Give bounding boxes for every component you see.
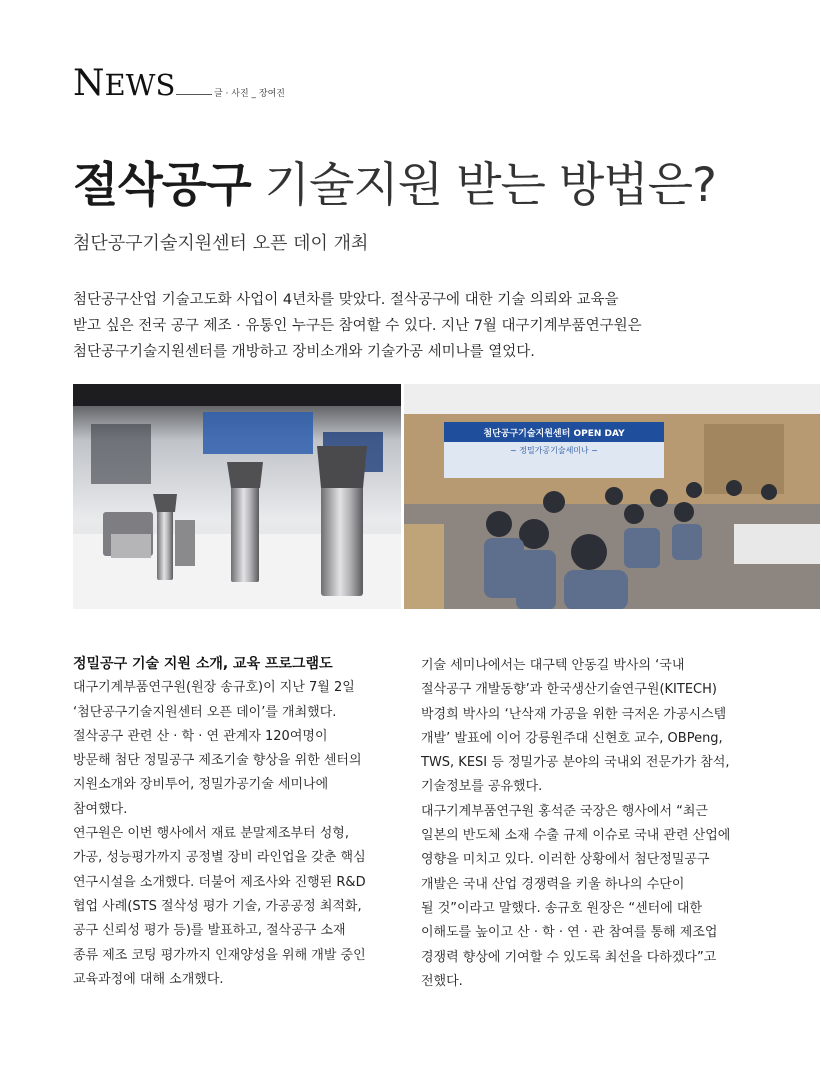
body-line: 절삭공구 개발동향’과 한국생산기술연구원(KITECH)	[421, 682, 717, 698]
news-rest: EWS	[104, 68, 176, 102]
banner-line1: 첨단공구기술지원센터 OPEN DAY	[483, 429, 625, 439]
section-label-news	[73, 64, 175, 105]
article-title	[73, 156, 716, 216]
body-line: 지원소개와 장비투어, 정밀가공기술 세미나에	[73, 777, 329, 793]
title-bold: 절삭공구	[73, 158, 251, 213]
body-line: 공구 신뢰성 평가 등)를 발표하고, 절삭공구 소재	[73, 923, 346, 939]
body-line: 연구시설을 소개했다. 더불어 제조사와 진행된 R&D	[73, 874, 366, 890]
body-line: 영향을 미치고 있다. 이러한 상황에서 첨단정밀공구	[421, 852, 710, 868]
body-line: ‘첨단공구기술지원센터 오픈 데이’를 개최했다.	[73, 704, 337, 720]
section-heading: 정밀공구 기술 지원 소개, 교육 프로그램도	[73, 656, 333, 672]
seminar-illustration	[404, 384, 820, 609]
body-line: 참여했다.	[73, 801, 128, 817]
title-light: 기술지원 받는 방법은?	[250, 158, 716, 213]
body-line: 가공, 성능평가까지 공정별 장비 라인업을 갖춘 핵심	[73, 850, 366, 866]
body-line: 절삭공구 관련 산 · 학 · 연 관계자 120여명이	[73, 728, 328, 744]
photo-cutting-tools	[73, 384, 401, 609]
body-line: 전했다.	[421, 973, 463, 989]
body-line: TWS, KESI 등 정밀가공 분야의 국내외 전문가가 참석,	[421, 755, 730, 771]
body-line: 기술 세미나에서는 대구텍 안동길 박사의 ‘국내	[421, 658, 685, 673]
author-credit: 글 · 사진 _ 장여진	[214, 89, 285, 99]
banner-line2: ~ 정밀가공기술세미나 ~	[509, 446, 599, 455]
body-line: 개발’ 발표에 이어 강릉원주대 신현호 교수, OBPeng,	[421, 730, 723, 746]
body-line: 대구기계부품연구원 홍석준 국장은 행사에서 “최근	[421, 803, 708, 819]
lead-line: 첨단공구산업 기술고도화 사업이 4년차를 맞았다. 절삭공구에 대한 기술 의뢰와 교육을	[73, 292, 619, 308]
body-line: 교육과정에 대해 소개했다.	[73, 971, 224, 987]
body-column-right	[421, 654, 761, 994]
body-line: 이해도를 높이고 산 · 학 · 연 · 관 참여를 통해 제조업	[421, 925, 718, 941]
body-line: 종류 제조 코팅 평가까지 인재양성을 위해 개발 중인	[73, 947, 366, 963]
body-line: 박경희 박사의 ‘난삭재 가공을 위한 극저온 가공시스템	[421, 706, 727, 722]
lead-line: 첨단공구기술지원센터를 개방하고 장비소개와 기술가공 세미나를 열었다.	[73, 344, 535, 360]
cutting-tools-illustration	[73, 384, 401, 609]
body-line: 기술정보를 공유했다.	[421, 779, 543, 795]
body-line: 경쟁력 향상에 기여할 수 있도록 최선을 다하겠다”고	[421, 949, 717, 965]
credit-rule	[176, 94, 212, 95]
photo-seminar-audience	[404, 384, 820, 609]
body-line: 개발은 국내 산업 경쟁력을 키울 하나의 수단이	[421, 876, 685, 892]
lead-line: 받고 싶은 전국 공구 제조 · 유통인 누구든 참여할 수 있다. 지난 7월 대구기계부품연구원은	[73, 318, 642, 334]
body-line: 연구원은 이번 행사에서 재료 분말제조부터 성형,	[73, 826, 349, 842]
news-cap: N	[73, 63, 105, 104]
body-line: 대구기계부품연구원(원장 송규호)이 지난 7월 2일	[73, 680, 355, 696]
body-column-left	[73, 652, 413, 992]
lead-paragraph	[73, 287, 753, 365]
body-line: 방문해 첨단 정밀공구 제조기술 향상을 위한 센터의	[73, 753, 362, 769]
body-line: 일본의 반도체 소재 수출 규제 이슈로 국내 관련 산업에	[421, 828, 731, 844]
body-line: 협업 사례(STS 절삭성 평가 기술, 가공공정 최적화,	[73, 898, 362, 914]
article-subtitle: 첨단공구기술지원센터 오픈 데이 개최	[73, 233, 369, 254]
body-line: 될 것”이라고 말했다. 송규호 원장은 “센터에 대한	[421, 900, 702, 916]
